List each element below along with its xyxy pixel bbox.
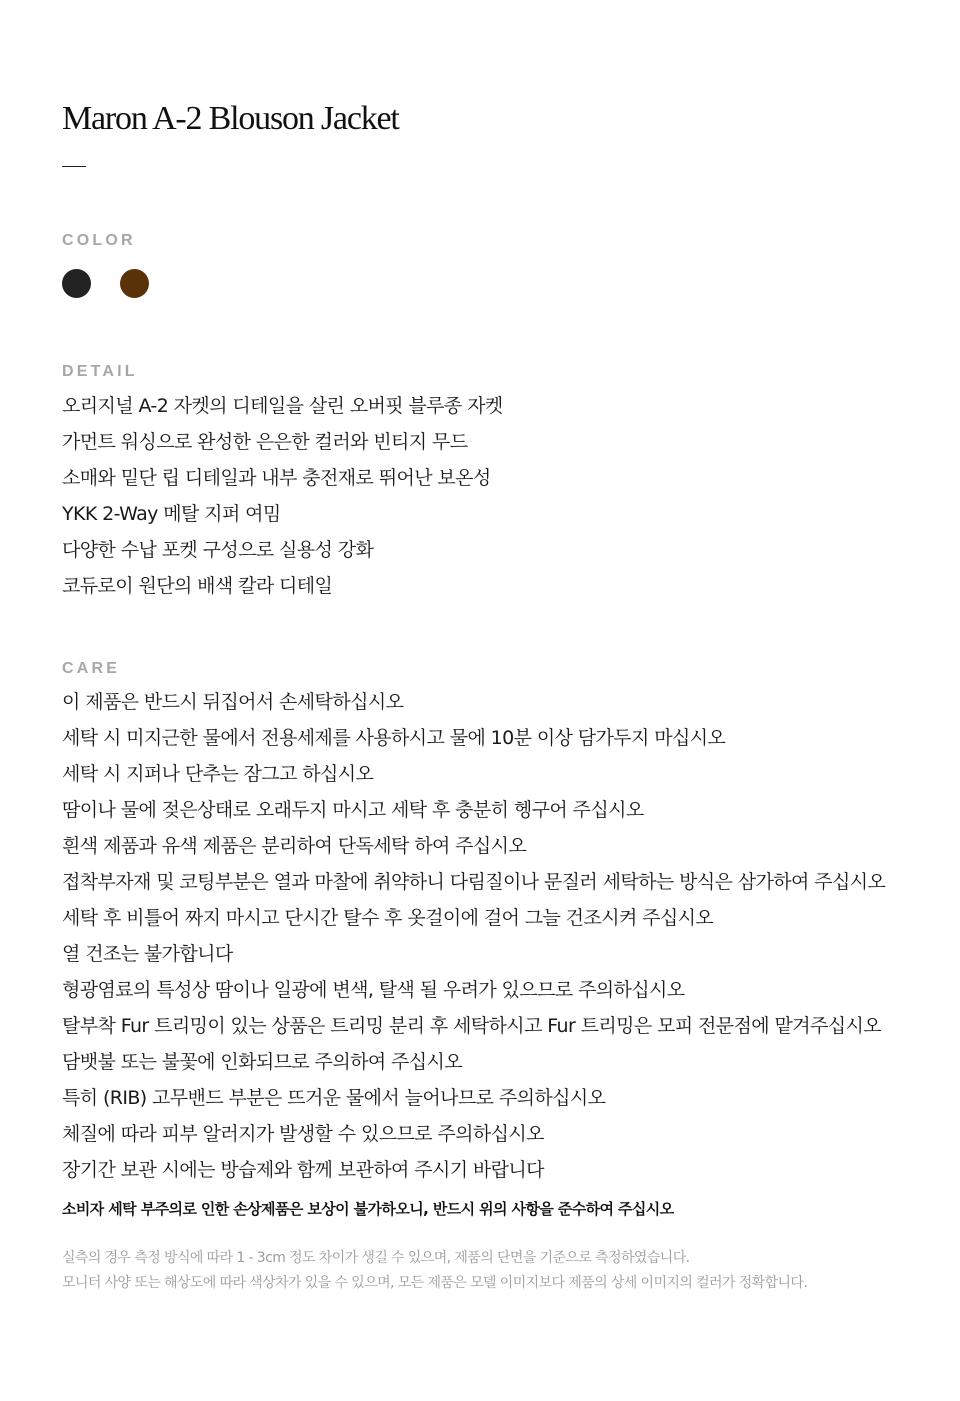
care-item: 열 건조는 불가합니다 bbox=[62, 943, 233, 965]
care-item: 특히 (RIB) 고무밴드 부분은 뜨거운 물에서 늘어나므로 주의하십시오 bbox=[62, 1087, 606, 1109]
care-item: 탈부착 Fur 트리밍이 있는 상품은 트리밍 분리 후 세탁하시고 Fur 트리밍은 모피 전문점에 맡겨주십시오 bbox=[62, 1015, 882, 1037]
care-item: 장기간 보관 시에는 방습제와 함께 보관하여 주시기 바랍니다 bbox=[62, 1159, 544, 1181]
care-notice: 소비자 세탁 부주의로 인한 손상제품은 보상이 불가하오니, 반드시 위의 사항을 준수하여 주십시오 bbox=[62, 1200, 674, 1218]
care-item: 흰색 제품과 유색 제품은 분리하여 단독세탁 하여 주십시오 bbox=[62, 835, 527, 857]
care-item: 세탁 시 미지근한 물에서 전용세제를 사용하시고 물에 10분 이상 담가두지 마십시오 bbox=[62, 727, 726, 749]
color-swatch-brown[interactable] bbox=[120, 269, 149, 298]
detail-item: 소매와 밑단 립 디테일과 내부 충전재로 뛰어난 보온성 bbox=[62, 467, 491, 489]
product-title: Maron A-2 Blouson Jacket bbox=[62, 100, 399, 137]
detail-item: YKK 2-Way 메탈 지퍼 여밈 bbox=[62, 503, 281, 525]
care-section-label: CARE bbox=[62, 660, 121, 677]
care-item: 체질에 따라 피부 알러지가 발생할 수 있으므로 주의하십시오 bbox=[62, 1123, 544, 1145]
detail-list bbox=[62, 388, 503, 604]
care-item: 담뱃불 또는 불꽃에 인화되므로 주의하여 주십시오 bbox=[62, 1051, 463, 1073]
detail-item: 다양한 수납 포켓 구성으로 실용성 강화 bbox=[62, 539, 374, 561]
detail-item: 가먼트 워싱으로 완성한 은은한 컬러와 빈티지 무드 bbox=[62, 431, 468, 453]
title-divider bbox=[62, 166, 86, 167]
care-item: 형광염료의 특성상 땀이나 일광에 변색, 탈색 될 우려가 있으므로 주의하십시오 bbox=[62, 979, 685, 1001]
care-item: 접착부자재 및 코팅부분은 열과 마찰에 취약하니 다림질이나 문질러 세탁하는 방식은 삼가하여 주십시오 bbox=[62, 871, 886, 893]
care-item: 땀이나 물에 젖은상태로 오래두지 마시고 세탁 후 충분히 헹구어 주십시오 bbox=[62, 799, 644, 821]
color-swatch-black[interactable] bbox=[62, 269, 91, 298]
color-swatch-list bbox=[62, 269, 178, 298]
care-item: 세탁 시 지퍼나 단추는 잠그고 하십시오 bbox=[62, 763, 374, 785]
care-item: 이 제품은 반드시 뒤집어서 손세탁하십시오 bbox=[62, 691, 404, 713]
care-item: 세탁 후 비틀어 짜지 마시고 단시간 탈수 후 옷걸이에 걸어 그늘 건조시켜 주십시오 bbox=[62, 907, 714, 929]
color-section-label: COLOR bbox=[62, 232, 136, 249]
care-list bbox=[62, 684, 885, 1188]
footnote-item: 실측의 경우 측정 방식에 따라 1 - 3cm 정도 차이가 생길 수 있으며, 제품의 단면을 기준으로 측정하였습니다. bbox=[62, 1250, 690, 1266]
detail-item: 코듀로이 원단의 배색 칼라 디테일 bbox=[62, 575, 333, 597]
detail-section-label: DETAIL bbox=[62, 363, 138, 380]
footnote-item: 모니터 사양 또는 해상도에 따라 색상차가 있을 수 있으며, 모든 제품은 모델 이미지보다 제품의 상세 이미지의 컬러가 정확합니다. bbox=[62, 1275, 808, 1291]
footnote-list bbox=[62, 1246, 807, 1296]
detail-item: 오리지널 A-2 자켓의 디테일을 살린 오버핏 블루종 자켓 bbox=[62, 395, 503, 417]
